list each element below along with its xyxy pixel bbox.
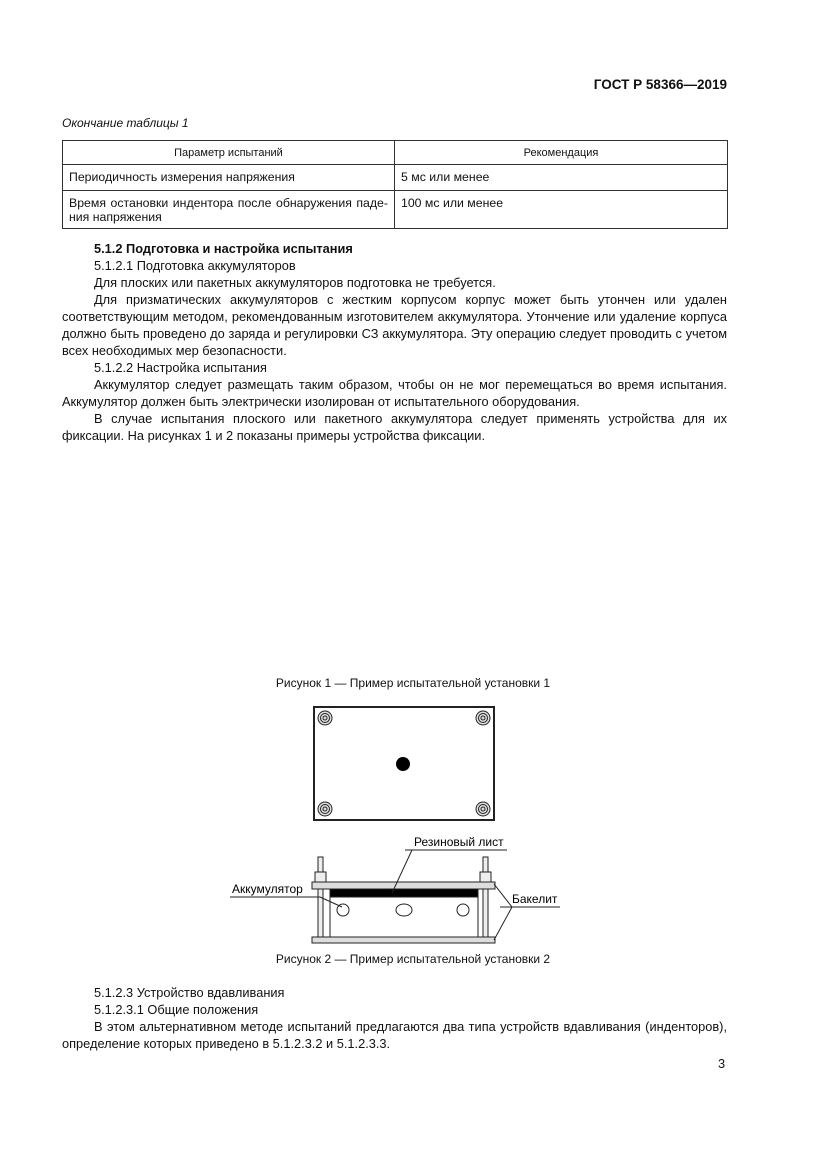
table-cell: Время остановки индентора после обнаружения паде-ния напряжения (63, 191, 395, 229)
indenter-point-icon (396, 757, 410, 771)
table-cell: Периодичность измерения напряжения (63, 165, 395, 191)
fixture-top-view (314, 707, 494, 820)
section-5-1-2-3 (62, 984, 727, 1052)
subsection-heading: 5.1.2.3 Устройство вдавливания (94, 985, 285, 1000)
table-cell: 100 мс или менее (395, 191, 728, 229)
page-number: 3 (718, 1056, 726, 1071)
label-rubber-sheet: Резиновый лист (414, 835, 504, 849)
section-heading: 5.1.2 Подготовка и настройка испытания (94, 241, 353, 256)
paragraph: В случае испытания плоского или пакетного аккумулятора следует применять устройства для их фиксации. На рисунках 1 и 2 показаны примеры устройства фиксации. (62, 411, 727, 443)
paragraph: В этом альтернативном методе испытаний предлагаются два типа устройств вдавливания (инденторов), определение которых приведено в 5.1.2.3.2 и 5.1.2.3.3. (62, 1019, 727, 1051)
label-battery: Аккумулятор (232, 882, 303, 896)
subsection-heading: 5.1.2.2 Настройка испытания (94, 360, 267, 375)
document-id: ГОСТ Р 58366—2019 (593, 77, 727, 92)
bolt-icon (476, 711, 490, 725)
paragraph: Для плоских или пакетных аккумуляторов подготовка не требуется. (94, 275, 496, 290)
figure-2-caption: Рисунок 2 — Пример испытательной установки 2 (275, 952, 551, 966)
table-cell: 5 мс или менее (395, 165, 728, 191)
bolt-icon (318, 802, 332, 816)
bolt-icon (476, 802, 490, 816)
column-header: Рекомендация (395, 141, 728, 165)
subsection-heading: 5.1.2.1 Подготовка аккумуляторов (94, 258, 296, 273)
subsection-heading: 5.1.2.3.1 Общие положения (94, 1002, 259, 1017)
bolt-icon (318, 711, 332, 725)
column-header: Параметр испытаний (63, 141, 395, 165)
label-bakelite: Бакелит (512, 892, 558, 906)
paragraph: Для призматических аккумуляторов с жестким корпусом корпус может быть утончен или удален соответствующим методом, рекомендованным изготовителем аккумулятора. Утончение или удаление корпуса должно быть проведено до заряда и регулировки СЗ аккумулятора. Эту операцию следует проводить с учетом всех необходимых мер безопасности. (62, 292, 727, 358)
table-caption: Окончание таблицы 1 (62, 116, 189, 130)
figure-1-caption: Рисунок 1 — Пример испытательной установки 1 (275, 676, 551, 690)
fixture-side-view (230, 850, 560, 943)
paragraph: Аккумулятор следует размещать таким образом, чтобы он не мог перемещаться во время испытания. Аккумулятор должен быть электрически изолирован от испытательного оборудования. (62, 377, 727, 409)
